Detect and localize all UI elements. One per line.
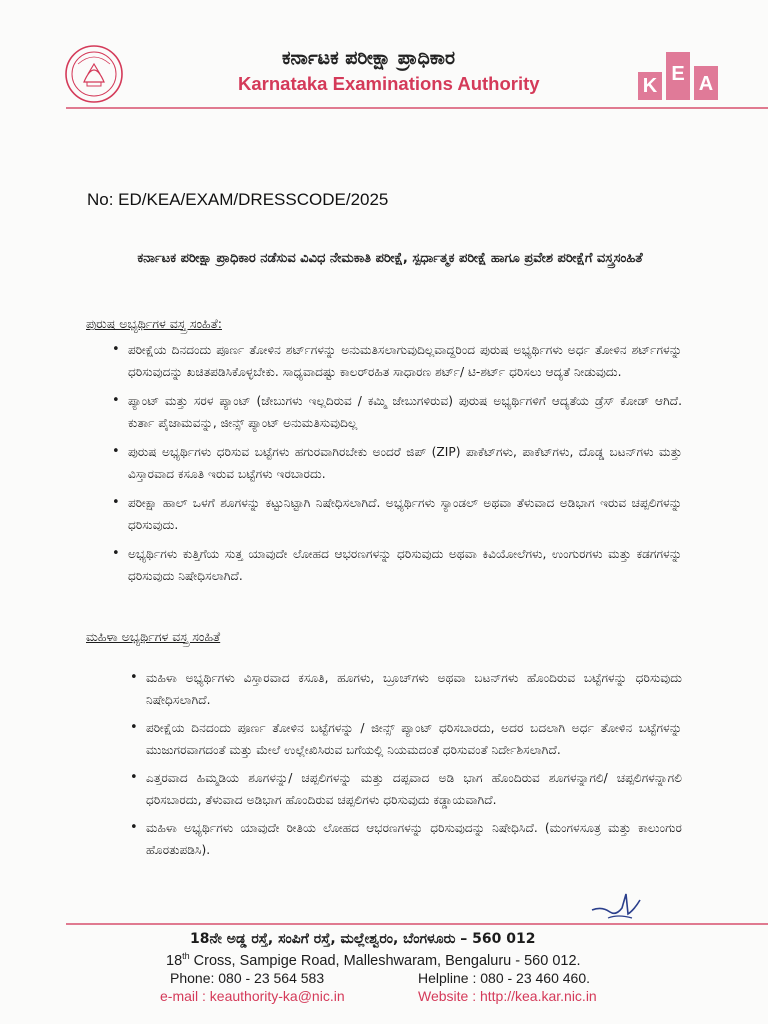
phone-number: Phone: 080 - 23 564 583 bbox=[170, 970, 325, 986]
list-item: • ಮಹಿಳಾ ಅಭ್ಯರ್ಥಿಗಳು ಯಾವುದೇ ರೀತಿಯ ಲೋಹದ ಆಭರಣಗಳನ್ನು ಧರಿಸುವುದನ್ನು ನಿಷೇಧಿಸಿದೆ. (ಮಂಗಳಸೂತ್ರ ಮತ್ತು ಕಾಲುಂಗುರ ಹೊರತುಪಡಿಸಿ). bbox=[130, 817, 682, 861]
signature bbox=[588, 888, 644, 922]
women-dress-code-list bbox=[130, 667, 682, 867]
kea-logo bbox=[638, 44, 720, 100]
document-subject: ಕರ್ನಾಟಕ ಪರೀಕ್ಷಾ ಪ್ರಾಧಿಕಾರ ನಡೆಸುವ ವಿವಿಧ ನೇಮಕಾತಿ ಪರೀಕ್ಷೆ, ಸ್ಪರ್ಧಾತ್ಮಕ ಪರೀಕ್ಷೆ ಹಾಗೂ ಪ್ರವೇಶ ಪರೀಕ್ಷೆಗೆ ವಸ್ತ್ರಸಂಹಿತೆ bbox=[137, 251, 643, 266]
list-item: • ಅಭ್ಯರ್ಥಿಗಳು ಕುತ್ತಿಗೆಯ ಸುತ್ತ ಯಾವುದೇ ಲೋಹದ ಆಭರಣಗಳನ್ನು ಧರಿಸುವುದು ಅಥವಾ ಕಿವಿಯೋಲೆಗಳು, ಉಂಗುರಗಳು ಮತ್ತು ಕಡಗಗಳನ್ನು ಧರಿಸುವುದು ನಿಷೇಧಿಸಲಾಗಿದೆ. bbox=[112, 543, 682, 587]
header-title-english: Karnataka Examinations Authority bbox=[238, 73, 540, 94]
address-english: 18th Cross, Sampige Road, Malleshwaram, Bengaluru - 560 012. bbox=[166, 951, 581, 969]
government-seal-icon bbox=[64, 44, 124, 104]
footer-divider bbox=[66, 923, 768, 925]
list-item: • ಪರೀಕ್ಷೆಯ ದಿನದಂದು ಪೂರ್ಣ ತೋಳಿನ ಬಟ್ಟೆಗಳನ್ನು / ಜೀನ್ಸ್ ಪ್ಯಾಂಟ್ ಧರಿಸಬಾರದು, ಅದರ ಬದಲಾಗಿ ಅರ್ಧ ತೋಳಿನ ಬಟ್ಟೆಗಳನ್ನು ಮುಜುಗರವಾಗದಂತೆ ಮತ್ತು ಮೇಲೆ ಉಲ್ಲೇಖಿಸಿರುವ ಬಗೆಯಲ್ಲಿ ನಿಯಮದಂತೆ ಧರಿಸುವಂತೆ ನಿರ್ದೇಶಿಸಲಾಗಿದೆ. bbox=[130, 717, 682, 761]
website-link[interactable]: Website : http://kea.kar.nic.in bbox=[418, 988, 597, 1004]
reference-number: No: ED/KEA/EXAM/DRESSCODE/2025 bbox=[87, 190, 389, 209]
women-dress-code-heading: ಮಹಿಳಾ ಅಭ್ಯರ್ಥಿಗಳ ವಸ್ತ್ರ ಸಂಹಿತೆ bbox=[86, 629, 221, 644]
list-item: • ಎತ್ತರವಾದ ಹಿಮ್ಮಡಿಯ ಶೂಗಳನ್ನು/ ಚಪ್ಪಲಿಗಳನ್ನು ಮತ್ತು ದಪ್ಪವಾದ ಅಡಿ ಭಾಗ ಹೊಂದಿರುವ ಶೂಗಳನ್ನಾಗಲಿ/ ಚಪ್ಪಲಿಗಳನ್ನಾಗಲಿ ಧರಿಸಬಾರದು, ತೆಳುವಾದ ಅಡಿಭಾಗ ಹೊಂದಿರುವ ಚಪ್ಪಲಿಗಳು ಧರಿಸುವುದು ಕಡ್ಡಾಯವಾಗಿದೆ. bbox=[130, 767, 682, 811]
list-item: • ಪರೀಕ್ಷಾ ಹಾಲ್ ಒಳಗೆ ಶೂಗಳನ್ನು ಕಟ್ಟುನಿಟ್ಟಾಗಿ ನಿಷೇಧಿಸಲಾಗಿದೆ. ಅಭ್ಯರ್ಥಿಗಳು ಸ್ಯಾಂಡಲ್ ಅಥವಾ ತೆಳುವಾದ ಅಡಿಭಾಗ ಇರುವ ಚಪ್ಪಲಿಗಳನ್ನು ಧರಿಸುವುದು. bbox=[112, 492, 682, 536]
kea-logo-letter: A bbox=[698, 73, 714, 95]
list-item: • ಮಹಿಳಾ ಅಭ್ಯರ್ಥಿಗಳು ವಿಸ್ತಾರವಾದ ಕಸೂತಿ, ಹೂಗಳು, ಬ್ರೂಚ್‌ಗಳು ಅಥವಾ ಬಟನ್‌ಗಳು ಹೊಂದಿರುವ ಬಟ್ಟೆಗಳನ್ನು ಧರಿಸುವುದು ನಿಷೇಧಿಸಲಾಗಿದೆ. bbox=[130, 667, 682, 711]
header-divider bbox=[66, 107, 768, 109]
list-item: • ಪುರುಷ ಅಭ್ಯರ್ಥಿಗಳು ಧರಿಸುವ ಬಟ್ಟೆಗಳು ಹಗುರವಾಗಿರಬೇಕು ಅಂದರೆ ಜಿಪ್ (ZIP) ಪಾಕೆಟ್‌ಗಳು, ಪಾಕೆಟ್‌ಗಳು, ದೊಡ್ಡ ಬಟನ್‌ಗಳು ಮತ್ತು ವಿಸ್ತಾರವಾದ ಕಸೂತಿ ಇರುವ ಬಟ್ಟೆಗಳು ಇರಬಾರದು. bbox=[112, 441, 682, 485]
helpline-number: Helpline : 080 - 23 460 460. bbox=[418, 970, 591, 986]
men-dress-code-heading: ಪುರುಷ ಅಭ್ಯರ್ಥಿಗಳ ವಸ್ತ್ರ ಸಂಹಿತೆ: bbox=[86, 316, 222, 331]
email-address[interactable]: e-mail : keauthority-ka@nic.in bbox=[160, 988, 345, 1004]
list-item: • ಪ್ಯಾಂಟ್ ಮತ್ತು ಸರಳ ಪ್ಯಾಂಟ್ (ಜೇಬುಗಳು ಇಲ್ಲದಿರುವ / ಕಮ್ಮಿ ಜೇಬುಗಳಿರುವ) ಪುರುಷ ಅಭ್ಯರ್ಥಿಗಳಿಗೆ ಆದ್ಯತೆಯ ಡ್ರೆಸ್ ಕೋಡ್ ಆಗಿದೆ. ಕುರ್ತಾ ಪೈಜಾಮವನ್ನು, ಜೀನ್ಸ್ ಪ್ಯಾಂಟ್ ಅನುಮತಿಸುವುದಿಲ್ಲ bbox=[112, 390, 682, 434]
list-item: • ಪರೀಕ್ಷೆಯ ದಿನದಂದು ಪೂರ್ಣ ತೋಳಿನ ಶರ್ಟ್‌ಗಳನ್ನು ಅನುಮತಿಸಲಾಗುವುದಿಲ್ಲವಾದ್ದರಿಂದ ಪುರುಷ ಅಭ್ಯರ್ಥಿಗಳು ಅರ್ಧ ತೋಳಿನ ಶರ್ಟ್‌ಗಳನ್ನು ಧರಿಸುವುದನ್ನು ಖಚಿತಪಡಿಸಿಕೊಳ್ಳಬೇಕು. ಸಾಧ್ಯವಾದಷ್ಟು ಕಾಲರ್‌ರಹಿತ ಸಾಧಾರಣ ಶರ್ಟ್/ ಟಿ-ಶರ್ಟ್ ಧರಿಸಲು ಆದ್ಯತೆ ನೀಡುವುದು. bbox=[112, 339, 682, 383]
kea-logo-letter: K bbox=[642, 75, 658, 97]
address-kannada: 18ನೇ ಅಡ್ಡ ರಸ್ತೆ, ಸಂಪಿಗೆ ರಸ್ತೆ, ಮಲ್ಲೇಶ್ವರಂ, ಬೆಂಗಳೂರು – 560 012 bbox=[190, 931, 536, 947]
header-title-kannada: ಕರ್ನಾಟಕ ಪರೀಕ್ಷಾ ಪ್ರಾಧಿಕಾರ bbox=[282, 47, 456, 69]
men-dress-code-list bbox=[112, 339, 682, 594]
kea-logo-letter: E bbox=[671, 63, 685, 85]
